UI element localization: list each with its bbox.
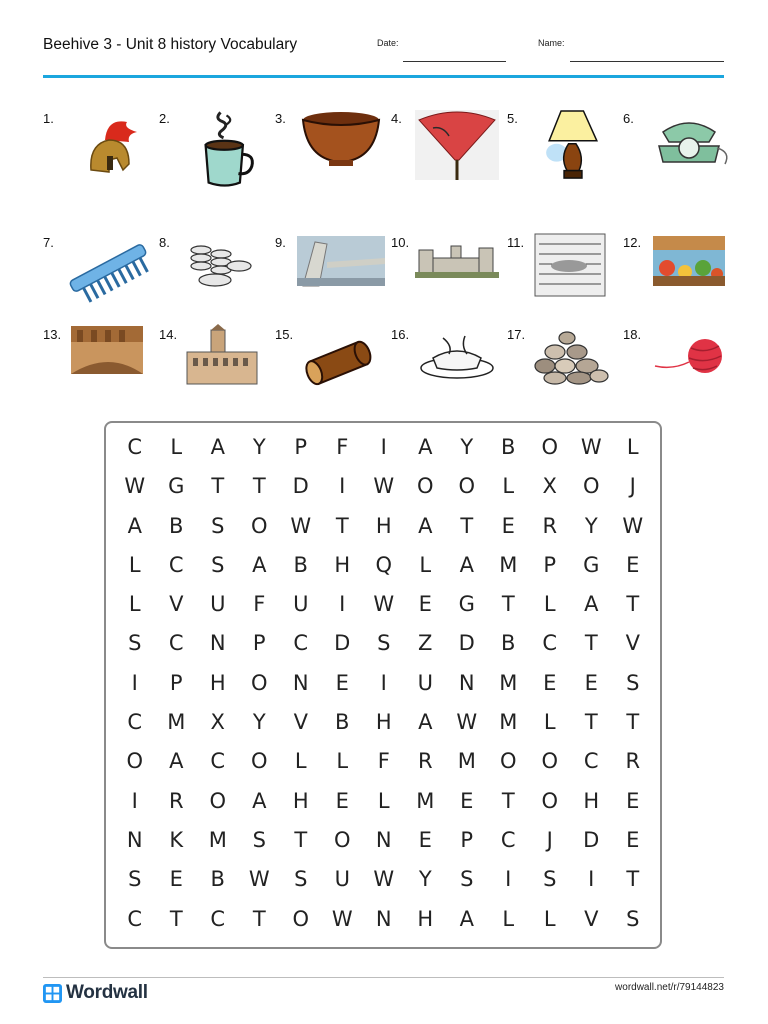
grid-letter[interactable]: O (250, 670, 268, 695)
grid-letter[interactable]: E (626, 788, 640, 813)
grid-letter[interactable]: W (580, 435, 602, 459)
wool-icon (645, 324, 733, 406)
grid-letter[interactable]: A (252, 552, 267, 577)
picture-clue (391, 108, 506, 198)
grid-letter[interactable]: S (211, 552, 225, 577)
clue-number: 7. (43, 235, 54, 250)
grid-letter[interactable]: X (210, 710, 225, 735)
clue-number: 11. (507, 235, 525, 250)
grid-letter[interactable]: Y (252, 435, 266, 459)
grid-letter[interactable]: H (209, 670, 226, 695)
grid-letter[interactable]: U (210, 592, 226, 617)
grid-letter[interactable]: Y (418, 867, 432, 892)
engraving-icon (529, 232, 617, 314)
grid-letter[interactable]: X (542, 474, 557, 499)
grid-letter[interactable]: A (584, 592, 599, 617)
grid-letter[interactable]: N (375, 906, 392, 931)
picture-clue (159, 108, 274, 198)
grid-letter[interactable]: I (380, 670, 387, 695)
grid-letter[interactable]: S (543, 867, 557, 892)
grid-row (114, 546, 654, 585)
grid-letter[interactable]: O (541, 788, 559, 813)
footer-url[interactable]: wordwall.net/r/79144823 (615, 982, 724, 993)
grid-letter[interactable]: O (458, 474, 476, 499)
grid-letter[interactable]: U (334, 867, 350, 892)
grid-letter[interactable]: L (543, 906, 556, 931)
grid-letter[interactable]: F (253, 592, 266, 617)
grid-letter[interactable]: C (127, 435, 143, 459)
grid-letter[interactable]: C (293, 631, 309, 656)
picture-clue (507, 324, 622, 414)
grid-letter[interactable]: O (333, 827, 351, 852)
picture-clue (159, 324, 274, 414)
clue-number: 13. (43, 327, 62, 342)
grid-letter[interactable]: P (460, 827, 474, 852)
market-icon (645, 232, 733, 314)
grid-letter[interactable]: H (417, 906, 434, 931)
worksheet-header (43, 34, 724, 78)
grid-letter[interactable]: D (292, 474, 309, 499)
lamp-icon (529, 108, 617, 190)
grid-letter[interactable]: I (588, 867, 595, 892)
grid-letter[interactable]: E (335, 788, 349, 813)
grid-letter[interactable]: L (377, 788, 390, 813)
grid-letter[interactable]: D (583, 827, 600, 852)
picture-clue (159, 232, 274, 322)
grid-letter[interactable]: C (168, 631, 184, 656)
grid-letter[interactable]: P (543, 552, 557, 577)
picture-clue (507, 108, 622, 198)
grid-letter[interactable]: T (626, 710, 640, 735)
grid-letter[interactable]: B (293, 552, 308, 577)
grid-letter[interactable]: O (250, 513, 268, 538)
grid-letter[interactable]: H (583, 788, 600, 813)
grid-row (114, 507, 654, 546)
grid-letter[interactable]: Z (418, 631, 433, 656)
grid-letter[interactable]: R (625, 749, 641, 774)
grid-letter[interactable]: L (543, 710, 556, 735)
grid-letter[interactable]: N (209, 631, 226, 656)
grid-letter[interactable]: L (502, 474, 515, 499)
grid-letter[interactable]: I (131, 788, 138, 813)
bowl-icon (297, 108, 385, 190)
grid-letter[interactable]: N (126, 827, 143, 852)
grid-letter[interactable]: I (339, 592, 346, 617)
grid-letter[interactable]: L (336, 749, 349, 774)
grid-letter[interactable]: T (335, 513, 349, 538)
grid-letter[interactable]: S (460, 867, 474, 892)
logo-text: Wordwall (66, 982, 148, 1003)
grid-letter[interactable]: C (168, 552, 184, 577)
grid-letter[interactable]: I (339, 474, 346, 499)
grid-letter[interactable]: S (128, 631, 142, 656)
grid-letter[interactable]: W (124, 474, 146, 499)
grid-letter[interactable]: M (167, 710, 186, 735)
grid-letter[interactable]: G (168, 474, 185, 499)
grid-letter[interactable]: E (418, 827, 432, 852)
grid-letter[interactable]: G (583, 552, 600, 577)
grid-letter[interactable]: S (626, 670, 640, 695)
page-title: Beehive 3 - Unit 8 history Vocabulary (43, 36, 298, 53)
theatre-icon (65, 324, 153, 406)
wordwall-logo-icon (43, 984, 62, 1003)
grid-letter[interactable]: W (373, 474, 395, 499)
picture-clue (391, 232, 506, 322)
grid-letter[interactable]: S (252, 827, 266, 852)
grid-letter[interactable]: L (543, 592, 556, 617)
grid-letter[interactable]: Q (375, 552, 393, 577)
grid-letter[interactable]: A (252, 788, 267, 813)
grid-letter[interactable]: V (169, 592, 184, 617)
grid-letter[interactable]: E (169, 867, 183, 892)
grid-letter[interactable]: Y (252, 710, 266, 735)
letter-grid (114, 428, 654, 939)
grid-row (114, 782, 654, 821)
grid-letter[interactable]: J (546, 827, 553, 852)
grid-letter[interactable]: S (626, 906, 640, 931)
wall-icon (297, 232, 385, 314)
grid-letter[interactable]: A (459, 906, 474, 931)
picture-clue (43, 232, 158, 322)
grid-letter[interactable]: C (583, 749, 599, 774)
grid-row (114, 664, 654, 703)
grid-letter[interactable]: W (373, 592, 395, 617)
grid-letter[interactable]: U (293, 592, 309, 617)
picture-clue (623, 324, 738, 414)
clue-number: 10. (391, 235, 410, 250)
grid-letter[interactable]: O (209, 788, 227, 813)
grid-letter[interactable]: M (499, 710, 518, 735)
grid-letter[interactable]: A (418, 513, 433, 538)
fan-icon (413, 108, 501, 190)
grid-letter[interactable]: S (211, 513, 225, 538)
grid-letter[interactable]: A (418, 435, 433, 459)
grid-letter[interactable]: O (541, 435, 559, 459)
grid-letter[interactable]: H (375, 710, 392, 735)
helmet-icon (65, 108, 153, 190)
clue-number: 6. (623, 111, 634, 126)
grid-letter[interactable]: L (170, 435, 183, 459)
grid-letter[interactable]: E (626, 552, 640, 577)
grid-letter[interactable]: M (208, 827, 227, 852)
grid-letter[interactable]: O (126, 749, 144, 774)
grid-letter[interactable]: T (501, 788, 515, 813)
grid-letter[interactable]: Y (460, 435, 474, 459)
grid-letter[interactable]: I (505, 867, 512, 892)
grid-letter[interactable]: C (500, 827, 516, 852)
grid-letter[interactable]: T (626, 867, 640, 892)
picture-clue (391, 324, 506, 414)
grid-letter[interactable]: T (169, 906, 183, 931)
grid-letter[interactable]: O (541, 749, 559, 774)
comb-icon (65, 232, 153, 314)
grid-letter[interactable]: K (169, 827, 184, 852)
grid-letter[interactable]: D (334, 631, 351, 656)
wordwall-logo[interactable] (43, 982, 148, 1004)
grid-letter[interactable]: V (293, 710, 308, 735)
grid-letter[interactable]: R (168, 788, 184, 813)
grid-row (114, 703, 654, 742)
word-search-puzzle (104, 421, 662, 949)
grid-letter[interactable]: U (417, 670, 433, 695)
grid-letter[interactable]: T (460, 513, 474, 538)
grid-row (114, 900, 654, 939)
grid-row (114, 821, 654, 860)
grid-letter[interactable]: P (294, 435, 308, 459)
grid-letter[interactable]: A (418, 710, 433, 735)
clue-number: 16. (391, 327, 410, 342)
grid-letter[interactable]: N (458, 670, 475, 695)
grid-letter[interactable]: O (250, 749, 268, 774)
grid-letter[interactable]: B (335, 710, 350, 735)
grid-letter[interactable]: S (377, 631, 391, 656)
grid-letter[interactable]: V (625, 631, 640, 656)
grid-letter[interactable]: L (294, 749, 307, 774)
grid-letter[interactable]: B (501, 631, 516, 656)
clue-number: 15. (275, 327, 294, 342)
cup-icon (181, 108, 269, 190)
picture-clue (275, 232, 390, 322)
picture-clue (43, 324, 158, 414)
grid-letter[interactable]: R (417, 749, 433, 774)
grid-letter[interactable]: M (416, 788, 435, 813)
grid-letter[interactable]: V (584, 906, 599, 931)
grid-letter[interactable]: E (543, 670, 557, 695)
grid-letter[interactable]: Y (584, 513, 598, 538)
clue-number: 3. (275, 111, 286, 126)
grid-letter[interactable]: T (211, 474, 225, 499)
grid-letter[interactable]: H (292, 788, 309, 813)
grid-letter[interactable]: H (334, 552, 351, 577)
picture-clue (507, 232, 622, 322)
grid-row (114, 624, 654, 663)
grid-letter[interactable]: I (131, 670, 138, 695)
grid-letter[interactable]: B (169, 513, 184, 538)
grid-letter[interactable]: N (292, 670, 309, 695)
grid-letter[interactable]: L (626, 435, 639, 459)
clue-number: 12. (623, 235, 642, 250)
clue-number: 8. (159, 235, 170, 250)
grid-letter[interactable]: G (458, 592, 475, 617)
grid-letter[interactable]: L (419, 552, 432, 577)
grid-letter[interactable]: S (128, 867, 142, 892)
grid-letter[interactable]: M (499, 552, 518, 577)
grid-row (114, 860, 654, 899)
grid-letter[interactable]: A (210, 435, 225, 459)
log-icon (297, 324, 385, 406)
grid-letter[interactable]: P (169, 670, 183, 695)
stones-icon (529, 324, 617, 406)
clue-number: 2. (159, 111, 170, 126)
picture-clue (43, 108, 158, 198)
grid-letter[interactable]: F (377, 749, 390, 774)
grid-letter[interactable]: O (499, 749, 517, 774)
grid-letter[interactable]: J (629, 474, 636, 499)
grid-letter[interactable]: C (127, 906, 143, 931)
grid-letter[interactable]: E (418, 592, 432, 617)
grid-row (114, 428, 654, 467)
grid-letter[interactable]: E (501, 513, 515, 538)
date-label: Date: (377, 38, 399, 48)
grid-letter[interactable]: P (252, 631, 266, 656)
grid-letter[interactable]: O (292, 906, 310, 931)
grid-row (114, 742, 654, 781)
coins-icon (181, 232, 269, 314)
grid-letter[interactable]: T (626, 592, 640, 617)
grid-letter[interactable]: L (128, 592, 141, 617)
phone-icon (645, 108, 733, 190)
grid-letter[interactable]: T (252, 906, 266, 931)
grid-letter[interactable]: T (294, 827, 308, 852)
grid-letter[interactable]: W (248, 867, 270, 892)
grid-letter[interactable]: O (582, 474, 600, 499)
grid-letter[interactable]: W (456, 710, 478, 735)
grid-letter[interactable]: W (331, 906, 353, 931)
grid-letter[interactable]: N (375, 827, 392, 852)
grid-letter[interactable]: E (335, 670, 349, 695)
grid-letter[interactable]: W (290, 513, 312, 538)
grid-letter[interactable]: A (459, 552, 474, 577)
grid-letter[interactable]: H (375, 513, 392, 538)
grid-letter[interactable]: L (128, 552, 141, 577)
grid-letter[interactable]: E (460, 788, 474, 813)
town-hall-icon (181, 324, 269, 406)
grid-letter[interactable]: B (501, 435, 516, 459)
grid-letter[interactable]: T (584, 631, 598, 656)
date-field[interactable] (403, 61, 506, 62)
grid-letter[interactable]: W (622, 513, 644, 538)
grid-letter[interactable]: A (127, 513, 142, 538)
grid-letter[interactable]: B (210, 867, 225, 892)
picture-clue (275, 108, 390, 198)
grid-letter[interactable]: E (626, 827, 640, 852)
clue-number: 5. (507, 111, 518, 126)
grid-letter[interactable]: C (542, 631, 558, 656)
grid-letter[interactable]: C (210, 906, 226, 931)
name-label: Name: (538, 38, 565, 48)
grid-row (114, 585, 654, 624)
grid-letter[interactable]: A (169, 749, 184, 774)
grid-letter[interactable]: L (502, 906, 515, 931)
clue-number: 9. (275, 235, 286, 250)
grid-letter[interactable]: C (127, 710, 143, 735)
grid-letter[interactable]: W (373, 867, 395, 892)
grid-letter[interactable]: O (416, 474, 434, 499)
picture-clue (275, 324, 390, 414)
clue-number: 18. (623, 327, 642, 342)
clue-number: 17. (507, 327, 526, 342)
grid-letter[interactable]: D (458, 631, 475, 656)
grid-letter[interactable]: T (252, 474, 266, 499)
grid-letter[interactable]: E (584, 670, 598, 695)
picture-clue (623, 108, 738, 198)
castle-icon (413, 232, 501, 314)
grid-row (114, 467, 654, 506)
grid-letter[interactable]: I (380, 435, 387, 459)
grid-letter[interactable]: T (584, 710, 598, 735)
clue-number: 1. (43, 111, 54, 126)
picture-clue (623, 232, 738, 322)
grid-letter[interactable]: M (499, 670, 518, 695)
header-divider (43, 75, 724, 78)
clue-number: 14. (159, 327, 178, 342)
grid-letter[interactable]: S (294, 867, 308, 892)
grid-letter[interactable]: C (210, 749, 226, 774)
footer-divider (43, 977, 724, 978)
grid-letter[interactable]: F (336, 435, 349, 459)
grid-letter[interactable]: R (542, 513, 558, 538)
grid-letter[interactable]: T (501, 592, 515, 617)
clue-number: 4. (391, 111, 402, 126)
picture-clues (43, 108, 733, 398)
grid-letter[interactable]: M (457, 749, 476, 774)
name-field[interactable] (570, 61, 724, 62)
clay-pottery-icon (413, 324, 501, 406)
